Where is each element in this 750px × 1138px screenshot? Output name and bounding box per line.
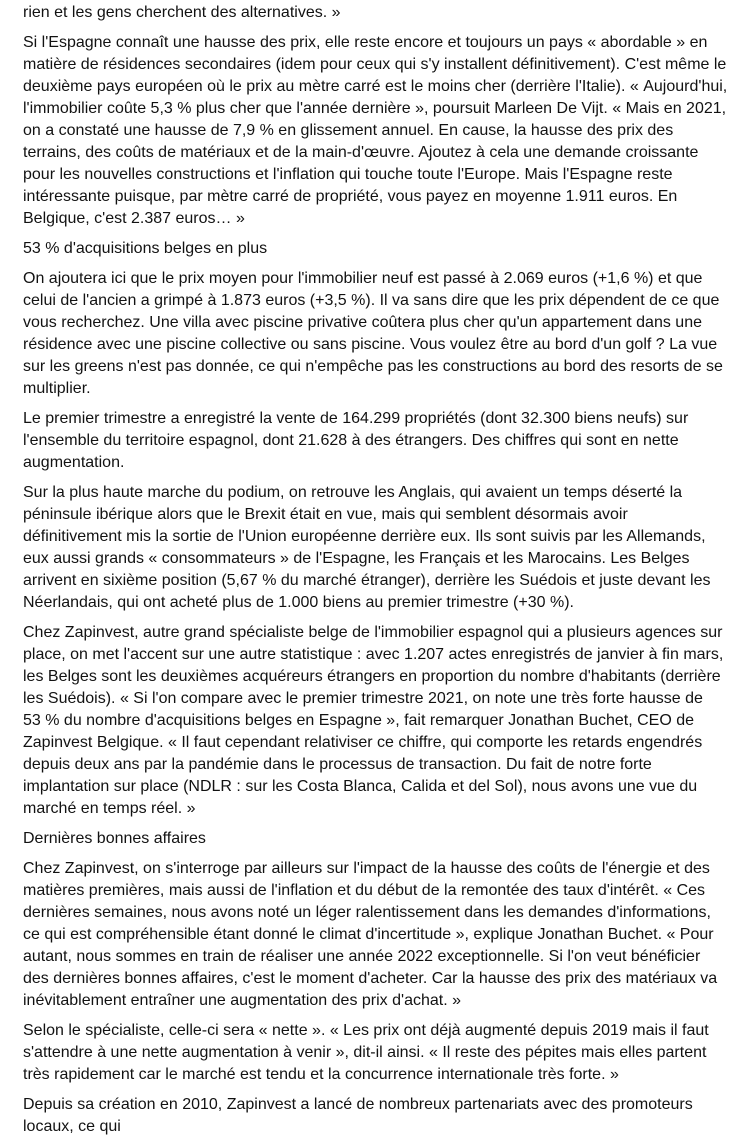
- paragraph: Si l'Espagne connaît une hausse des prix, elle reste encore et toujours un pays « abordable » en matière de résidences secondaires (idem pour ceux qui s'y installent définitivement). C'est même le deuxième pays européen où le prix au mètre carré est le moins cher (derrière l'Italie). « Aujourd'hui, l'immobilier coûte 5,3 % plus cher que l'année dernière », poursuit Marleen De Vijt. « Mais en 2021, on a constaté une hausse de 7,9 % en glissement annuel. En cause, la hausse des prix des terrains, des coûts de matériaux et de la main-d'œuvre. Ajoutez à cela une demande croissante pour les nouvelles constructions et l'inflation qui touche toute l'Europe. Mais l'Espagne reste intéressante puisque, par mètre carré de propriété, vous payez en moyenne 1.911 euros. En Belgique, c'est 2.387 euros… »: [23, 34, 728, 227]
- paragraph: Chez Zapinvest, on s'interroge par ailleurs sur l'impact de la hausse des coûts de l'énergie et des matières premières, mais aussi de l'inflation et du début de la remontée des taux d'intérêt. « Ces dernières semaines, nous avons noté un léger ralentissement dans les demandes d'informations, ce qui est compréhensible étant donné le climat d'incertitude », explique Jonathan Buchet. « Pour autant, nous sommes en train de réaliser une année 2022 exceptionnelle. Si l'on veut bénéficier des dernières bonnes affaires, c'est le moment d'acheter. Car la hausse des prix des matériaux va inévitablement entraîner une augmentation des prix d'achat. »: [23, 860, 718, 1009]
- subheading: 53 % d'acquisitions belges en plus: [23, 240, 268, 257]
- paragraph: Chez Zapinvest, autre grand spécialiste belge de l'immobilier espagnol qui a plusieurs agences sur place, on met l'accent sur une autre statistique : avec 1.207 actes enregistrés de janvier à fin mars, les Belges sont les deuxièmes acquéreurs étrangers en proportion du nombre d'habitants (derrière les Suédois). « Si l'on compare avec le premier trimestre 2021, on note une très forte hausse de 53 % du nombre d'acquisitions belges en Espagne », fait remarquer Jonathan Buchet, CEO de Zapinvest Belgique. « Il faut cependant relativiser ce chiffre, qui comporte les retards engendrés depuis deux ans par la pandémie dans le processus de transaction. Du fait de notre forte implantation sur place (NDLR : sur les Costa Blanca, Calida et del Sol), nous avons une vue du marché en temps réel. »: [23, 624, 724, 817]
- paragraph: Selon le spécialiste, celle-ci sera « nette ». « Les prix ont déjà augmenté depuis 2019 mais il faut s'attendre à une nette augmentation à venir », dit-il ainsi. « Il reste des pépites mais elles partent très rapidement car le marché est tendu et la concurrence internationale très forte. »: [23, 1022, 709, 1083]
- paragraph: Le premier trimestre a enregistré la vente de 164.299 propriétés (dont 32.300 biens neufs) sur l'ensemble du territoire espagnol, dont 21.628 à des étrangers. Des chiffres qui sont en nette augmentation.: [23, 410, 689, 471]
- paragraph: On ajoutera ici que le prix moyen pour l'immobilier neuf est passé à 2.069 euros (+1,6 %) et que celui de l'ancien a grimpé à 1.873 euros (+3,5 %). Il va sans dire que les prix dépendent de ce que vous recherchez. Une villa avec piscine privative coûtera plus cher qu'un appartement dans une résidence avec une piscine collective ou sans piscine. Vous voulez être au bord d'un golf ? La vue sur les greens n'est pas donnée, ce qui n'empêche pas les constructions au bord des resorts de se multiplier.: [23, 270, 723, 397]
- paragraph: Depuis sa création en 2010, Zapinvest a lancé de nombreux partenariats avec des promoteurs locaux, ce qui: [23, 1096, 693, 1135]
- subheading: Dernières bonnes affaires: [23, 830, 206, 847]
- paragraph: rien et les gens cherchent des alternatives. »: [23, 4, 341, 21]
- paragraph: Sur la plus haute marche du podium, on retrouve les Anglais, qui avaient un temps déserté la péninsule ibérique alors que le Brexit était en vue, mais qui semblent désormais avoir définitivement mis la sortie de l'Union européenne derrière eux. Ils sont suivis par les Allemands, eux aussi grands « consommateurs » de l'Espagne, les Français et les Marocains. Les Belges arrivent en sixième position (5,67 % du marché étranger), derrière les Suédois et juste devant les Néerlandais, qui ont acheté plus de 1.000 biens au premier trimestre (+30 %).: [23, 484, 711, 611]
